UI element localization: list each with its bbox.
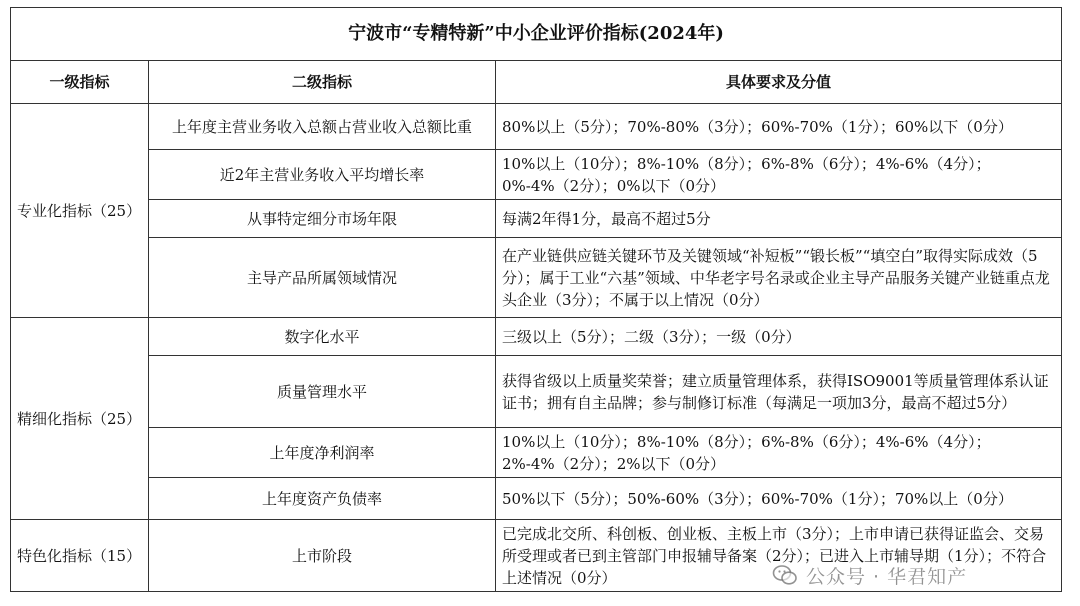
evaluation-table [10,7,1062,592]
indicator-cell: 上年度资产负债率 [149,478,496,520]
table-row [11,150,1062,200]
group-name: 精细化指标（25） [11,318,149,520]
group-name: 专业化指标（25） [11,104,149,318]
indicator-cell: 上年度主营业务收入总额占营业收入总额比重 [149,104,496,150]
requirement-cell: 10%以上（10分）；8%-10%（8分）；6%-8%（6分）；4%-6%（4分）；0%-4%（2分）；0%以下（0分） [496,150,1062,200]
indicator-cell: 主导产品所属领域情况 [149,238,496,318]
requirement-cell: 三级以上（5分）；二级（3分）；一级（0分） [496,318,1062,356]
requirement-cell: 80%以上（5分）；70%-80%（3分）；60%-70%（1分）；60%以下（0分） [496,104,1062,150]
indicator-cell: 数字化水平 [149,318,496,356]
requirement-cell: 在产业链供应链关键环节及关键领域“补短板”“锻长板”“填空白”取得实际成效（5分）；属于工业“六基”领域、中华老字号名录或企业主导产品服务关键产业链重点龙头企业（3分）；不属于以上情况（0分） [496,238,1062,318]
requirement-cell: 已完成北交所、科创板、创业板、主板上市（3分）；上市申请已获得证监会、交易所受理或者已到主管部门申报辅导备案（2分）；已进入上市辅导期（1分）；不符合上述情况（0分） [496,520,1062,592]
table-row [11,356,1062,428]
indicator-cell: 质量管理水平 [149,356,496,428]
table-row [11,520,1062,592]
header-level2: 二级指标 [149,61,496,104]
table-row [11,104,1062,150]
requirement-cell: 获得省级以上质量奖荣誉；建立质量管理体系，获得ISO9001等质量管理体系认证证书；拥有自主品牌；参与制修订标准（每满足一项加3分，最高不超过5分） [496,356,1062,428]
table-title: 宁波市“专精特新”中小企业评价指标(2024年) [11,8,1062,61]
requirement-cell: 每满2年得1分，最高不超过5分 [496,200,1062,238]
header-level1: 一级指标 [11,61,149,104]
indicator-cell: 上市阶段 [149,520,496,592]
table-row [11,238,1062,318]
indicator-cell: 上年度净利润率 [149,428,496,478]
header-requirement: 具体要求及分值 [496,61,1062,104]
header-row [11,61,1062,104]
watermark-text: 公众号 · 华君知产 [806,565,968,588]
requirement-cell: 10%以上（10分）；8%-10%（8分）；6%-8%（6分）；4%-6%（4分）；2%-4%（2分）；2%以下（0分） [496,428,1062,478]
requirement-cell: 50%以下（5分）；50%-60%（3分）；60%-70%（1分）；70%以上（0分） [496,478,1062,520]
table-row [11,428,1062,478]
table-row [11,478,1062,520]
table-row [11,200,1062,238]
indicator-cell: 近2年主营业务收入平均增长率 [149,150,496,200]
group-name: 特色化指标（15） [11,520,149,592]
table-row [11,318,1062,356]
indicator-cell: 从事特定细分市场年限 [149,200,496,238]
